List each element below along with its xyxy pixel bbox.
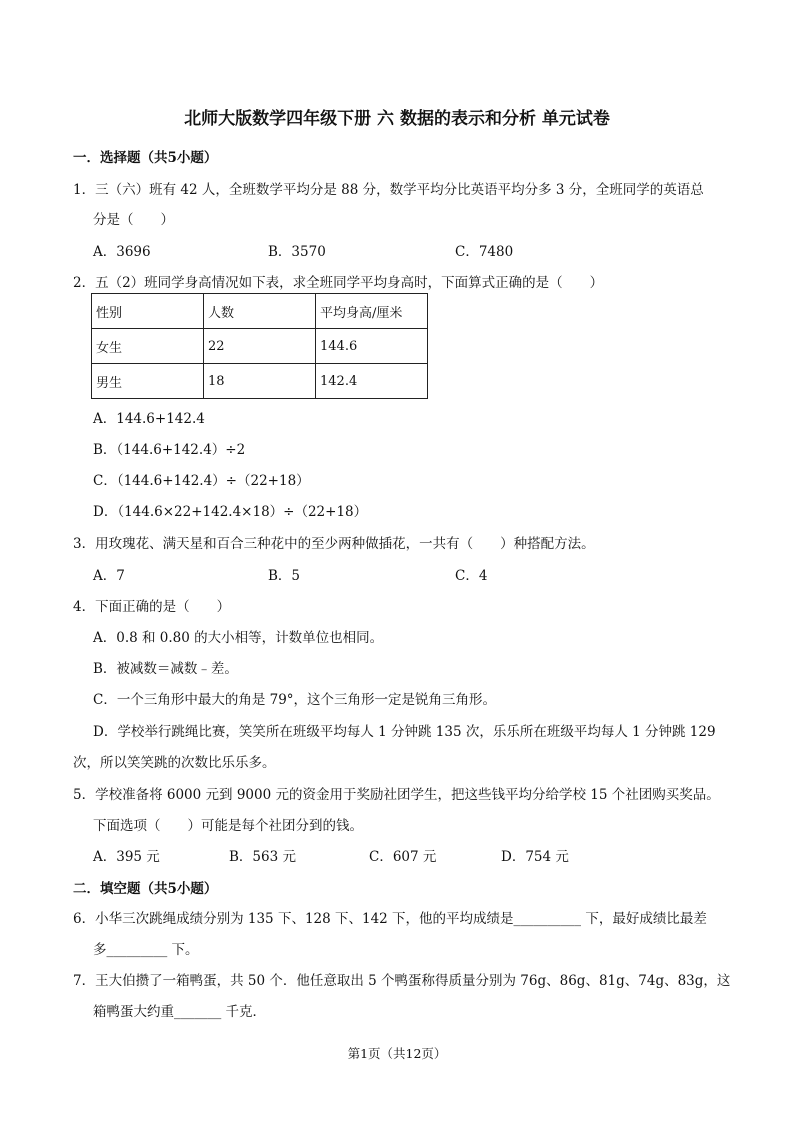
question-4-option-b: B．被减数＝减数﹣差。: [93, 661, 238, 677]
question-4-option-d-line-1: D．学校举行跳绳比赛，笑笑所在班级平均每人 1 分钟跳 135 次，乐乐所在班级平均每人 1 分钟跳 129: [93, 724, 716, 740]
question-1-option-c: C．7480: [455, 244, 514, 260]
question-1-option-a: A．3696: [93, 244, 151, 260]
table-cell: 22: [204, 329, 316, 364]
question-6-line-1: 6．小华三次跳绳成绩分别为 135 下、128 下、142 下，他的平均成绩是__________ 下，最好成绩比最差: [73, 911, 707, 927]
table-cell: 女生: [92, 329, 204, 364]
question-7-line-2: 箱鸭蛋大约重_______ 千克．: [93, 1004, 267, 1020]
question-7-line-1: 7．王大伯攒了一箱鸭蛋，共 50 个．他任意取出 5 个鸭蛋称得质量分别为 76g、86g、81g、74g、83g，这: [73, 973, 731, 989]
question-3-option-c: C．4: [455, 568, 488, 584]
section-heading-fill: 二．填空题（共5小题）: [73, 881, 218, 897]
table-header-row: [92, 294, 428, 329]
question-5-option-c: C．607 元: [369, 849, 437, 865]
question-4-option-c: C．一个三角形中最大的角是 79°，这个三角形一定是锐角三角形。: [93, 692, 497, 708]
page-footer: 第1页（共12页）: [347, 1046, 447, 1061]
question-2-stem: 2．五（2）班同学身高情况如下表，求全班同学平均身高时，下面算式正确的是（ ）: [73, 275, 604, 291]
table-cell: 142.4: [316, 364, 428, 399]
question-4-stem: 4．下面正确的是（ ）: [73, 599, 231, 615]
table-cell: 144.6: [316, 329, 428, 364]
question-3-stem: 3．用玫瑰花、满天星和百合三种花中的至少两种做插花，一共有（ ）种搭配方法。: [73, 536, 595, 552]
question-1-line-1: 1．三（六）班有 42 人，全班数学平均分是 88 分，数学平均分比英语平均分多 3 分，全班同学的英语总: [73, 182, 704, 198]
question-5-option-d: D．754 元: [501, 849, 569, 865]
question-2-option-d: D．（144.6×22+142.4×18）÷（22+18）: [93, 504, 368, 520]
section-heading-choice: 一．选择题（共5小题）: [73, 150, 218, 166]
table-row: [92, 364, 428, 399]
table-header-cell: 性别: [92, 294, 204, 329]
question-2-option-b: B．（144.6+142.4）÷2: [93, 442, 246, 458]
table-header-cell: 人数: [204, 294, 316, 329]
question-5-line-2: 下面选项（ ）可能是每个社团分到的钱。: [93, 818, 363, 834]
question-2-option-a: A．144.6+142.4: [93, 411, 205, 427]
page-title: 北师大版数学四年级下册 六 数据的表示和分析 单元试卷: [184, 109, 610, 129]
table-cell: 男生: [92, 364, 204, 399]
table-cell: 18: [204, 364, 316, 399]
question-3-option-b: B．5: [268, 568, 301, 584]
height-table: [91, 293, 428, 399]
question-3-option-a: A．7: [93, 568, 125, 584]
question-4-option-a: A．0.8 和 0.80 的大小相等，计数单位也相同。: [93, 630, 384, 646]
question-5-line-1: 5．学校准备将 6000 元到 9000 元的资金用于奖励社团学生，把这些钱平均分给学校 15 个社团购买奖品。: [73, 787, 720, 803]
question-5-option-b: B．563 元: [229, 849, 296, 865]
question-4-option-d-line-2: 次，所以笑笑跳的次数比乐乐多。: [73, 755, 276, 771]
question-2-option-c: C．（144.6+142.4）÷（22+18）: [93, 473, 310, 489]
question-6-line-2: 多_________ 下。: [93, 942, 199, 958]
table-row: [92, 329, 428, 364]
question-5-option-a: A．395 元: [93, 849, 160, 865]
question-1-line-2: 分是（ ）: [93, 212, 174, 228]
table-header-cell: 平均身高/厘米: [316, 294, 428, 329]
question-1-option-b: B．3570: [268, 244, 326, 260]
